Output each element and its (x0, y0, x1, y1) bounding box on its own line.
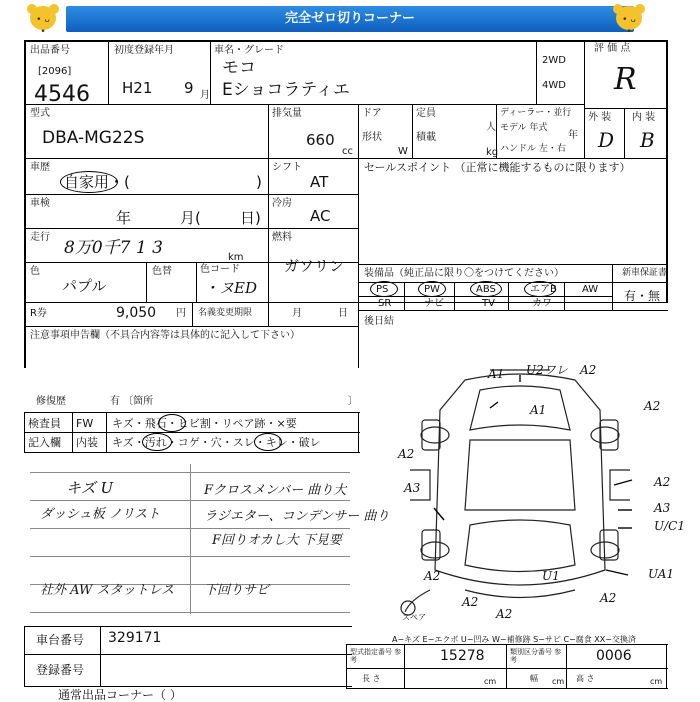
mascot-right-icon: • ᴗ • (610, 2, 648, 36)
displacement-value: 660 (306, 131, 335, 149)
mark-a2-bl: A2 (424, 569, 441, 583)
mascot-left-icon: • ᴗ • (24, 2, 62, 36)
inspection-year-unit: 年 (116, 209, 132, 227)
capacity-label: 定員 (416, 108, 436, 119)
ext-grade: D (598, 128, 615, 152)
r-ticket-date-label: 名義変更期限 (198, 308, 253, 318)
r-ticket-day: 日 (338, 308, 348, 319)
inspection-day-unit: 日) (240, 209, 261, 227)
check-wear-circle (254, 433, 282, 451)
car-name: モコ (222, 58, 256, 78)
equip-abs: ABS (476, 284, 496, 295)
displacement-label: 排気量 (272, 108, 302, 119)
history-circle (60, 171, 118, 193)
r-ticket-label: R券 (30, 308, 47, 319)
equip-airbag-circle (524, 281, 556, 297)
equip-aw: AW (582, 284, 599, 295)
lot-number: 4546 (34, 82, 90, 107)
mark-a3-right: A3 (654, 501, 671, 515)
equip-ps-circle (370, 281, 398, 297)
check-row-2: キズ・汚れ・コゲ・穴・スレ・キレ・破レ (112, 436, 321, 449)
mark-a2-left: A2 (398, 447, 415, 461)
model-year-unit: 年 (568, 130, 578, 141)
r-ticket-value: 9,050 (116, 305, 157, 321)
footer-corner: 通常出品コーナー（ ） (58, 688, 182, 702)
equip-ps: PS (376, 284, 389, 295)
car-label: 車名・グレード (214, 45, 284, 56)
damage-legend: A−キズ E−エクボ U−凹み W−補修跡 S−サビ C−腐食 XX−交換済 (392, 635, 636, 644)
note-line-2: ダッシュ板 ノリスト (40, 507, 161, 522)
repair-label: 修復歴 (36, 396, 66, 407)
recycle-value: 有・無 (624, 289, 661, 303)
color-code: ・ヌED (204, 279, 257, 297)
mark-u1: U1 (542, 569, 560, 583)
registration-month: 9 (184, 79, 194, 97)
mark-a1-mid: A1 (530, 403, 547, 417)
mark-a2-br: A2 (600, 591, 617, 605)
int-label: 内 装 (632, 112, 656, 123)
class-spec-label: 類別区分番号 参 考 (510, 648, 562, 664)
check-dirt-circle (142, 433, 172, 451)
color-value: パプル (62, 277, 107, 295)
check-row-1: キズ・飛石・ヒビ割・リペア跡・×要 (112, 417, 297, 430)
height-label: 高 さ (576, 674, 595, 683)
load-label: 積載 (416, 132, 436, 143)
r-ticket-month: 月 (292, 308, 302, 319)
check-label-2: 記入欄 (28, 436, 61, 449)
registration-label: 初度登録年月 (114, 45, 174, 56)
chassis-label: 車台番号 (36, 633, 85, 647)
history-label: 車歴 (30, 162, 50, 173)
mark-a3-left: A3 (404, 481, 421, 495)
history-value: 自家用・( (64, 173, 130, 191)
registration-month-unit: 月 (200, 90, 210, 101)
doors-shape-label: 形状 (362, 132, 382, 143)
width-unit: cm (552, 677, 565, 686)
note-line-4: ラジエター、コンデンサー 曲り (204, 509, 390, 524)
equip-pw-circle (418, 281, 446, 297)
height-unit: cm (650, 677, 663, 686)
r-ticket-unit: 円 (176, 308, 186, 319)
note-line-5: F回りオカし大 下見要 (212, 533, 342, 548)
lot-label: 出品番号 (30, 45, 70, 56)
mark-a2-bottom: A2 (462, 595, 479, 609)
repair-close: 〕 (348, 396, 358, 407)
shift-value: AT (310, 173, 329, 191)
load-unit: kg (486, 147, 499, 158)
notes-label: 注意事項申告欄（不具合内容等は具体的に記入して下さい） (30, 330, 300, 341)
registration-year: H21 (122, 79, 153, 97)
ext-label: 外 装 (588, 112, 612, 123)
equip-pw: PW (424, 284, 440, 295)
doors-shape-unit: W (398, 146, 408, 157)
note-line-3: Fクロスメンバー 曲り大 (204, 483, 347, 498)
note-line-1: キズ U (66, 479, 114, 497)
mark-u1c1: U/C1 (654, 519, 685, 533)
check-int: 内装 (76, 436, 98, 449)
chassis-value: 329171 (108, 630, 162, 646)
mark-a2-top: A2 (580, 363, 597, 377)
model-spec-value: 15278 (440, 648, 485, 664)
equipment-label: 装備品（純正品に限り〇をつけてください） (364, 268, 564, 279)
note-line-6: 社外 AW スタットレス (40, 583, 175, 598)
mark-a1-top: A1 (488, 367, 505, 381)
displacement-unit: cc (342, 146, 353, 157)
page-title: 完全ゼロ切りコーナー (66, 6, 634, 32)
drive-2wd: 2WD (542, 55, 566, 66)
capacity-unit: 人 (486, 122, 496, 133)
equip-tv: TV (482, 298, 495, 309)
shift-label: シフト (272, 162, 302, 173)
mileage-unit: km (228, 252, 244, 263)
car-grade: Eショコラティエ (222, 80, 351, 100)
evaluation-score: R (614, 62, 637, 97)
aircon-label: 冷房 (272, 198, 292, 209)
mark-a2-right2: A2 (654, 475, 671, 489)
equip-abs-circle (470, 281, 502, 297)
width-label: 幅 (530, 674, 538, 683)
check-label-1: 検査員 (28, 417, 61, 430)
check-fw: FW (76, 417, 94, 430)
sales-point-label: セールスポイント （正常に機能するものに限ります） (364, 161, 631, 174)
int-grade: B (640, 128, 655, 152)
mileage-value: 8万0千7 1 3 (64, 238, 163, 258)
mark-u2: U2ワレ (526, 363, 568, 377)
equip-airbag: エアB (530, 284, 557, 295)
model-year-label: モデル 年式 (500, 123, 548, 133)
reg-no-label: 登録番号 (36, 663, 85, 677)
dealer-label: ディーラー・並行 (500, 108, 572, 118)
note-line-7: 下回りサビ (204, 583, 270, 598)
equip-sr: SR (378, 298, 392, 309)
after-label: 後日結 (364, 316, 394, 327)
check-stone-circle (158, 414, 186, 432)
color-code-label: 色コード (200, 264, 240, 275)
mark-a2-bottom2: A2 (496, 607, 513, 621)
equip-other: カワ (532, 298, 552, 309)
evaluation-label: 評 価 点 (594, 43, 631, 54)
length-label: 長 さ (362, 674, 381, 683)
spare-label: スペア (402, 613, 426, 622)
drive-4wd: 4WD (542, 80, 566, 91)
fuel-label: 燃料 (272, 232, 292, 243)
color-label: 色 (30, 266, 40, 277)
model-value: DBA-MG22S (42, 128, 145, 148)
doors-label: ドア (362, 108, 382, 119)
mark-ua1: UA1 (648, 567, 675, 581)
class-spec-value: 0006 (596, 648, 632, 664)
color-change-label: 色替 (152, 266, 172, 277)
equip-navi: ナビ (424, 298, 444, 309)
fuel-value: ガソリン (284, 257, 345, 275)
mark-a2-right1: A2 (644, 399, 661, 413)
inspection-month-unit: 月( (180, 209, 201, 227)
inspection-label: 車検 (30, 198, 50, 209)
model-label: 型式 (30, 108, 50, 119)
mileage-label: 走行 (30, 232, 50, 243)
handle-label: ハンドル 左・右 (500, 144, 566, 154)
aircon-value: AC (310, 207, 331, 225)
length-unit: cm (484, 677, 497, 686)
model-spec-label: 型式指定番号 参 考 (350, 648, 402, 664)
history-close: ) (256, 173, 262, 191)
recycle-label: 新車保証書 (622, 268, 668, 278)
repair-value: 有 〔箇所 (110, 396, 154, 407)
lot-sub-label: [2096] (38, 66, 72, 77)
